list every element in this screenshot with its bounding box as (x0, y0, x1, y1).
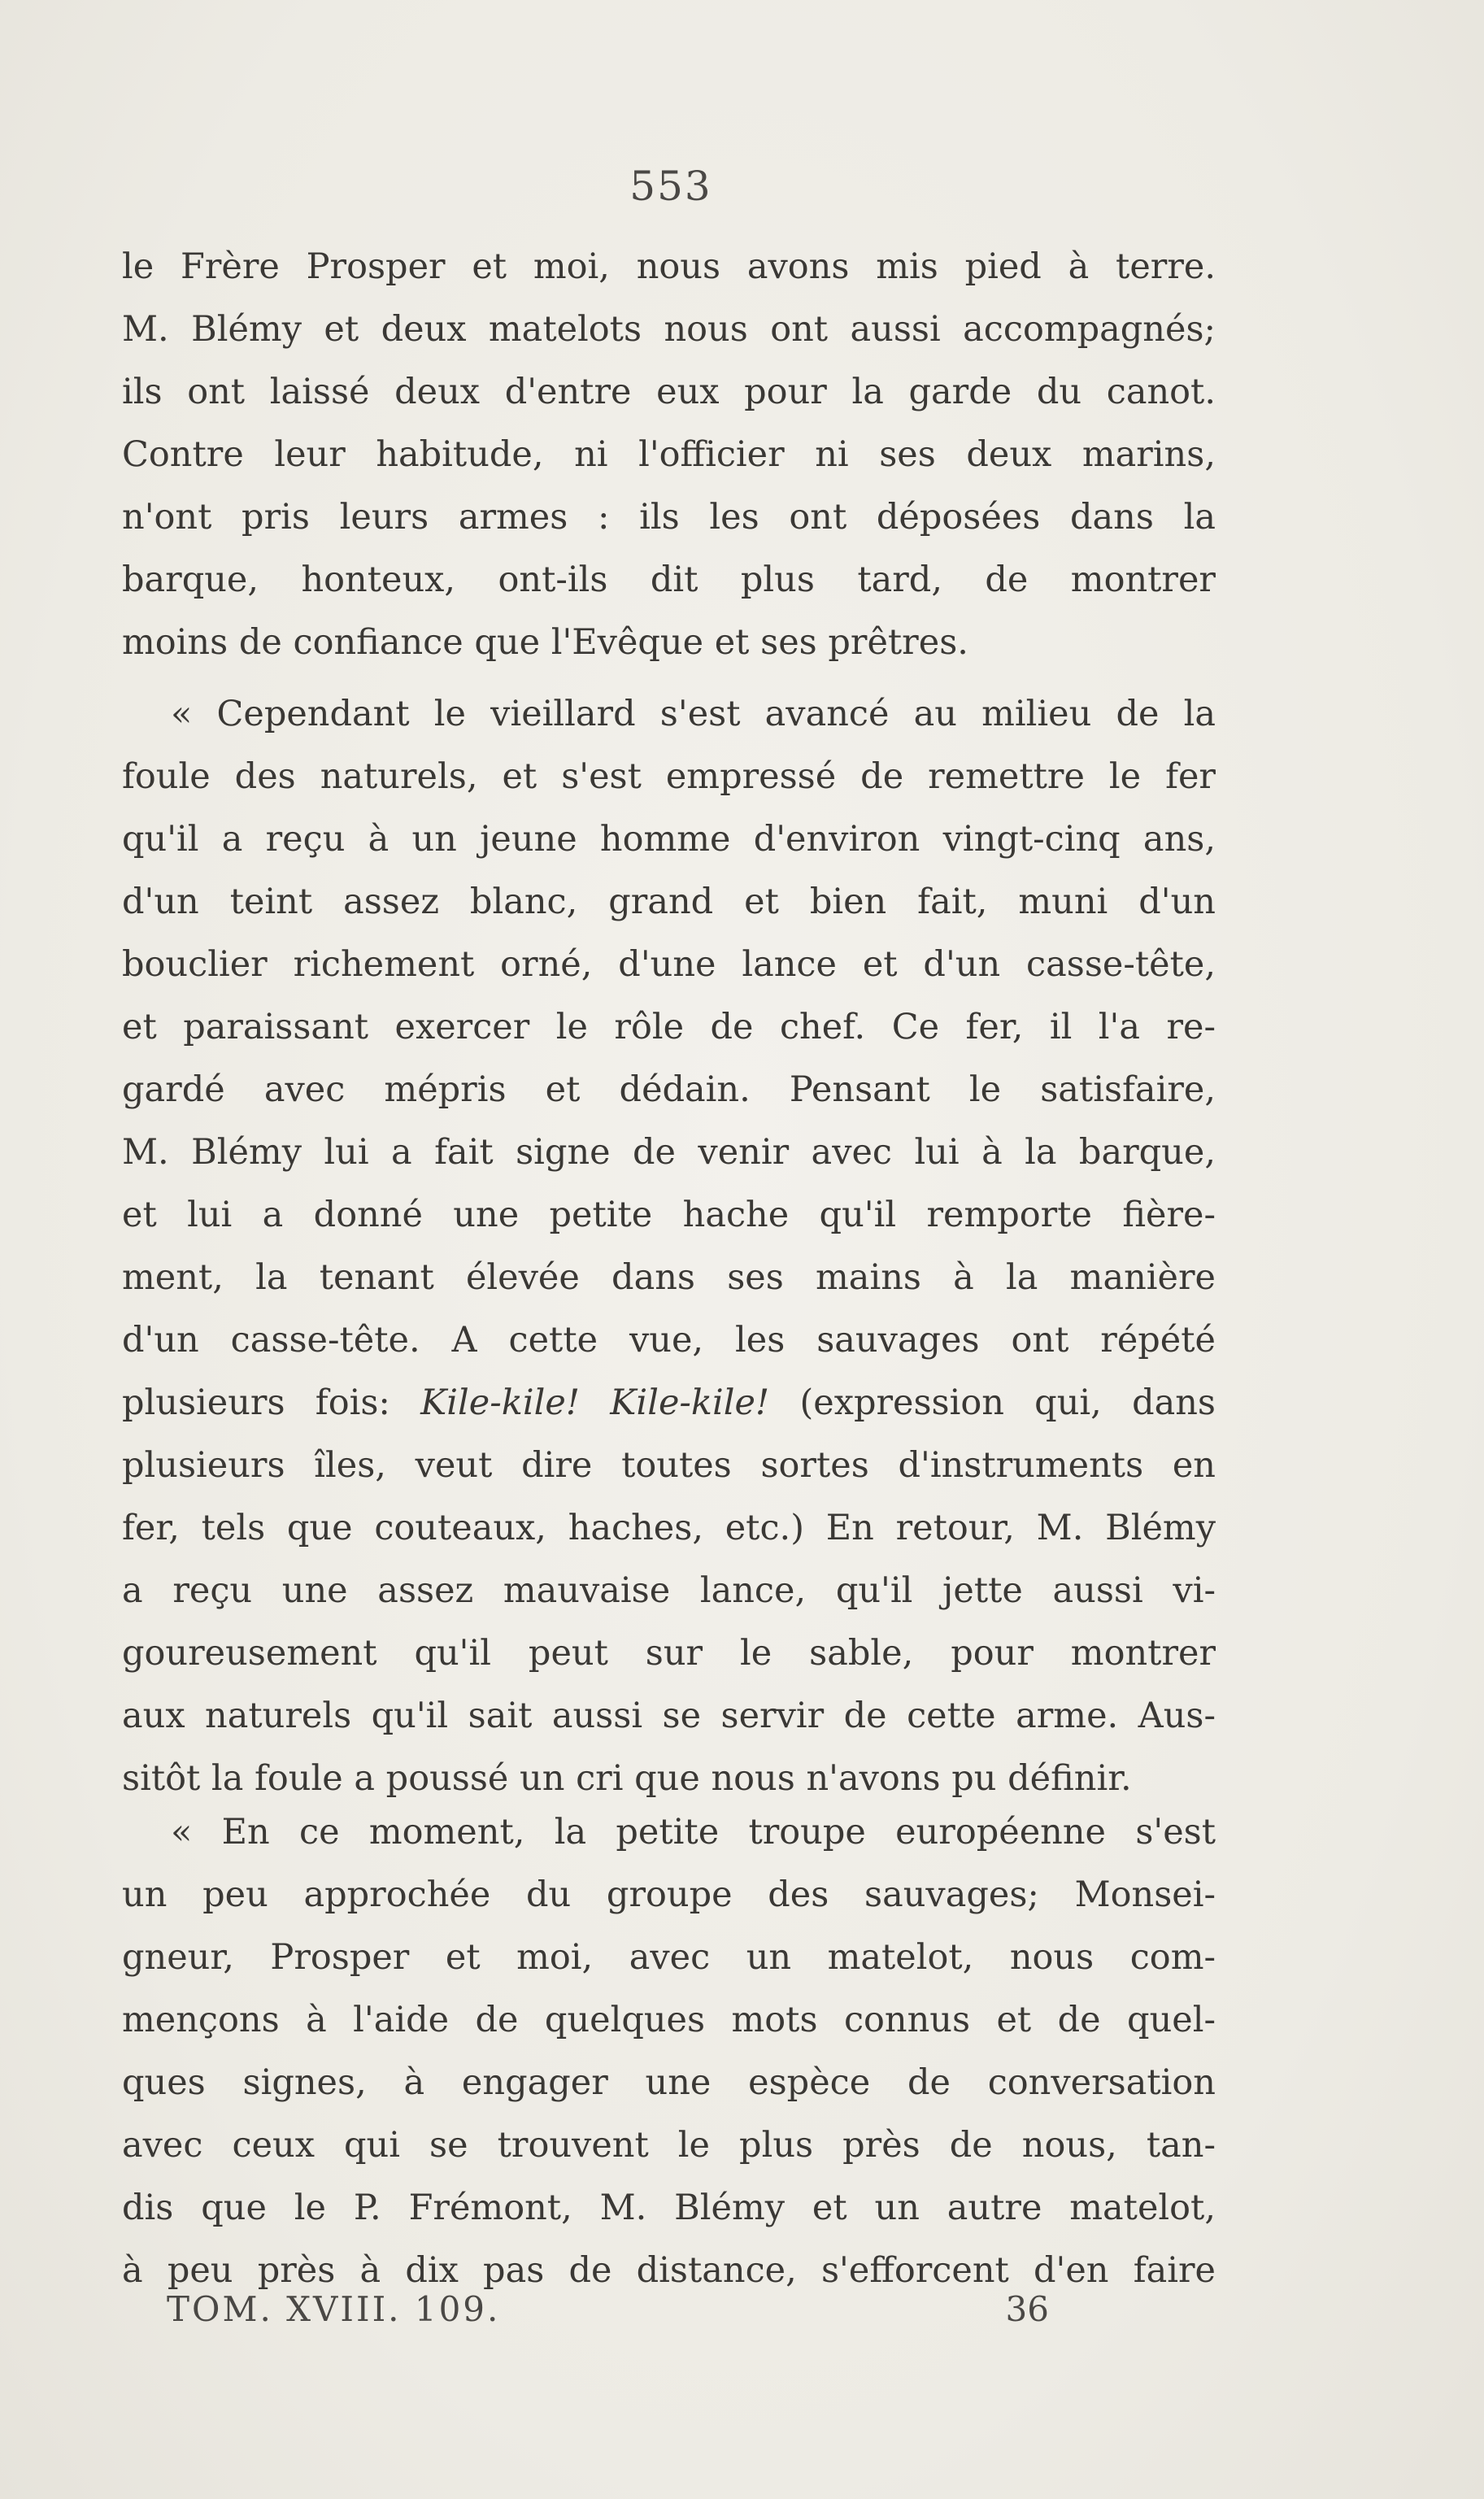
text-line: bouclier richement orné, d'une lance et d'un casse-tête, (122, 944, 1216, 985)
text-line: M. Blémy lui a fait signe de venir avec lui à la barque, (122, 1132, 1216, 1173)
text-line: à peu près à dix pas de distance, s'efforcent d'en faire (122, 2250, 1216, 2291)
text-line: et lui a donné une petite hache qu'il remporte fière- (122, 1195, 1216, 1235)
text-line: d'un casse-tête. A cette vue, les sauvages ont répété (122, 1320, 1216, 1361)
text-line: fer, tels que couteaux, haches, etc.) En retour, M. Blémy (122, 1508, 1216, 1548)
text-line: barque, honteux, ont-ils dit plus tard, de montrer (122, 559, 1216, 600)
volume-signature: TOM. XVIII. 109. (167, 2289, 501, 2329)
text-line: avec ceux qui se trouvent le plus près de nous, tan- (122, 2125, 1216, 2166)
text-line: aux naturels qu'il sait aussi se servir de cette arme. Aus- (122, 1696, 1216, 1736)
text-line: qu'il a reçu à un jeune homme d'environ vingt-cinq ans, (122, 819, 1216, 860)
paragraph-1 (122, 236, 1216, 674)
text-line: foule des naturels, et s'est empressé de remettre le fer (122, 756, 1216, 797)
text-line: gneur, Prosper et moi, avec un matelot, nous com- (122, 1937, 1216, 1978)
text-line: et paraissant exercer le rôle de chef. Ce fer, il l'a re- (122, 1007, 1216, 1047)
text-line: mençons à l'aide de quelques mots connus et de quel- (122, 2000, 1216, 2040)
text-line-with-italic (122, 1372, 1216, 1435)
text-line: ils ont laissé deux d'entre eux pour la garde du canot. (122, 372, 1216, 412)
page-number: 553 (629, 163, 712, 210)
gathering-number: 36 (1005, 2289, 1049, 2329)
text-line: sitôt la foule a poussé un cri que nous n'avons pu définir. (122, 1758, 1132, 1799)
text-line: Contre leur habitude, ni l'officier ni ses deux marins, (122, 434, 1216, 475)
text-line: ment, la tenant élevée dans ses mains à la manière (122, 1257, 1216, 1298)
text-line: « Cependant le vieillard s'est avancé au milieu de la (171, 694, 1216, 734)
text-line: goureusement qu'il peut sur le sable, pour montrer (122, 1633, 1216, 1674)
italic-expression: Kile-kile! Kile-kile! (420, 1382, 770, 1423)
text-line: le Frère Prosper et moi, nous avons mis pied à terre. (122, 246, 1216, 287)
text-line: dis que le P. Frémont, M. Blémy et un autre matelot, (122, 2188, 1216, 2228)
text-run: plusieurs fois: (122, 1382, 421, 1423)
text-run: (expression qui, dans (769, 1382, 1216, 1423)
page-footer (167, 2289, 1049, 2338)
text-line: « En ce moment, la petite troupe européenne s'est (171, 1812, 1216, 1852)
text-line: M. Blémy et deux matelots nous ont aussi accompagnés; (122, 309, 1216, 350)
text-line: d'un teint assez blanc, grand et bien fait, muni d'un (122, 882, 1216, 922)
text-line: un peu approchée du groupe des sauvages; Monsei- (122, 1874, 1216, 1915)
text-line: gardé avec mépris et dédain. Pensant le satisfaire, (122, 1069, 1216, 1110)
text-line: moins de confiance que l'Evêque et ses prêtres. (122, 622, 968, 663)
text-line: plusieurs îles, veut dire toutes sortes d'instruments en (122, 1445, 1216, 1486)
text-line: ques signes, à engager une espèce de conversation (122, 2062, 1216, 2103)
text-line: a reçu une assez mauvaise lance, qu'il jette aussi vi- (122, 1570, 1216, 1611)
paragraph-2 (122, 683, 1216, 1810)
text-line: n'ont pris leurs armes : ils les ont déposées dans la (122, 497, 1216, 538)
paragraph-3 (122, 1801, 1216, 2302)
